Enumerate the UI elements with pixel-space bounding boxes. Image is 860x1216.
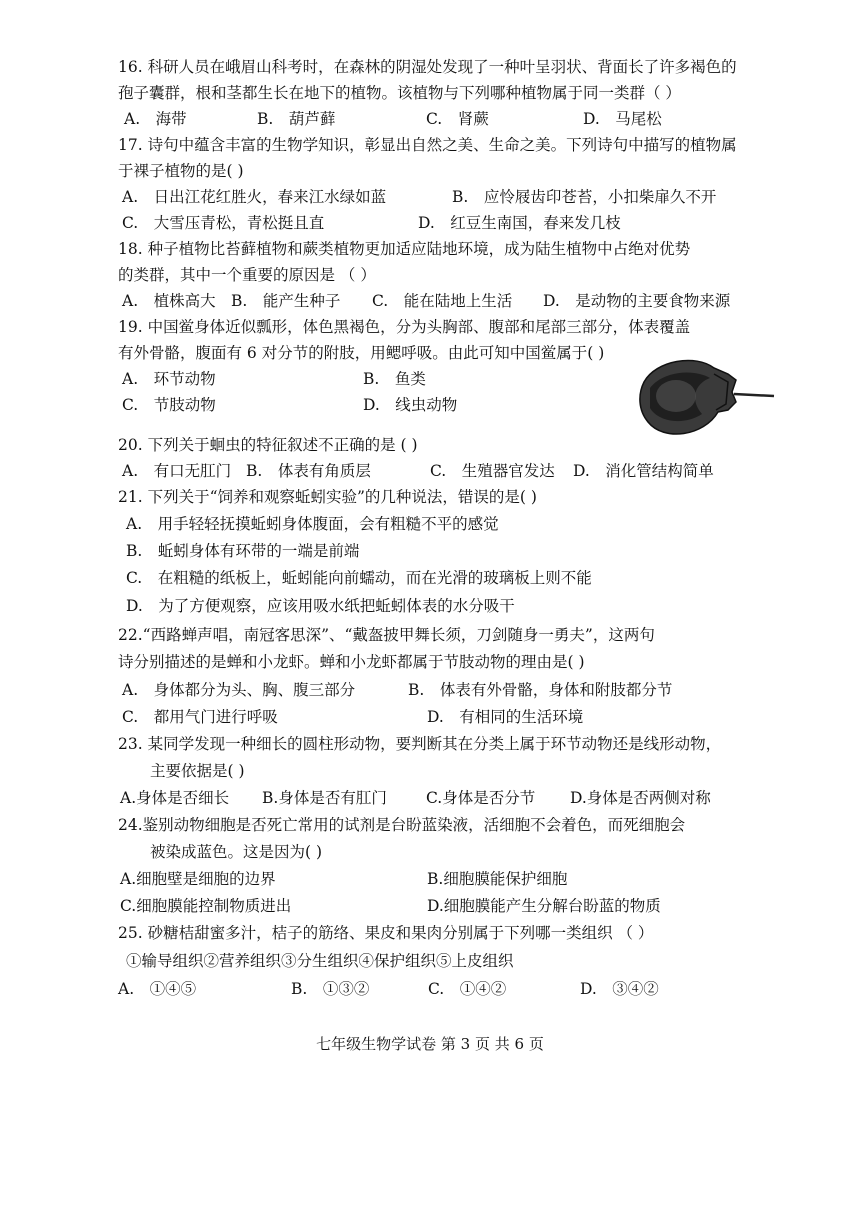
question-19-option-a: A. 环节动物 [122, 370, 216, 388]
question-21-option-c: C. 在粗糙的纸板上，蚯蚓能向前蠕动，而在光滑的玻璃板上则不能 [126, 569, 592, 587]
question-23-option-c: C.身体是否分节 [426, 789, 536, 807]
question-16-option-c: C. 肾蕨 [426, 110, 489, 128]
question-18-stem-line-1: 18. 种子植物比苔藓植物和蕨类植物更加适应陆地环境，成为陆生植物中占绝对优势 [118, 240, 691, 258]
question-18-option-a: A. 植株高大 [122, 292, 216, 310]
question-16-option-d: D. 马尾松 [583, 110, 662, 128]
question-16-stem-line-1: 16. 科研人员在峨眉山科考时，在森林的阴湿处发现了一种叶呈羽状、背面长了许多褐色的 [118, 58, 737, 76]
question-24-stem-line-1: 24.鉴别动物细胞是否死亡常用的试剂是台盼蓝染液，活细胞不会着色，而死细胞会 [118, 816, 686, 834]
question-17-stem-line-2: 于裸子植物的是( ) [118, 162, 244, 180]
question-16-stem-line-2: 孢子囊群，根和茎都生长在地下的植物。该植物与下列哪种植物属于同一类群（ ） [118, 84, 681, 102]
question-25-option-a: A. ①④⑤ [118, 980, 197, 998]
question-25-stem-line-1: 25. 砂糖桔甜蜜多汁，桔子的筋络、果皮和果肉分别属于下列哪一类组织 （ ） [118, 924, 654, 942]
question-24-option-c: C.细胞膜能控制物质进出 [120, 897, 292, 915]
question-16-option-a: A. 海带 [124, 110, 187, 128]
question-24-option-d: D.细胞膜能产生分解台盼蓝的物质 [427, 897, 661, 915]
question-18-option-b: B. 能产生种子 [231, 292, 341, 310]
question-17-option-c: C. 大雪压青松，青松挺且直 [122, 214, 325, 232]
question-21-option-d: D. 为了方便观察，应该用吸水纸把蚯蚓体表的水分吸干 [126, 597, 515, 615]
question-22-option-a: A. 身体都分为头、胸、腹三部分 [122, 681, 356, 699]
question-23-stem-line-1: 23. 某同学发现一种细长的圆柱形动物，要判断其在分类上属于环节动物还是线形动物， [118, 735, 722, 753]
question-24-option-b: B.细胞膜能保护细胞 [427, 870, 568, 888]
question-19-stem-line-2: 有外骨骼，腹面有 6 对分节的附肢，用鳃呼吸。由此可知中国鲎属于( ) [118, 344, 605, 362]
question-19-option-d: D. 线虫动物 [363, 396, 458, 414]
question-23-option-b: B.身体是否有肛门 [262, 789, 387, 807]
question-16-option-b: B. 葫芦藓 [257, 110, 336, 128]
question-22-option-c: C. 都用气门进行呼吸 [122, 708, 278, 726]
question-24-stem-line-2: 被染成蓝色。这是因为( ) [150, 843, 323, 861]
question-22-stem-line-2: 诗分别描述的是蝉和小龙虾。蝉和小龙虾都属于节肢动物的理由是( ) [118, 653, 585, 671]
question-19-stem-line-1: 19. 中国鲎身体近似瓢形，体色黑褐色，分为头胸部、腹部和尾部三部分，体表覆盖 [118, 318, 691, 336]
question-23-stem-line-2: 主要依据是( ) [150, 762, 245, 780]
question-23-option-d: D.身体是否两侧对称 [570, 789, 711, 807]
question-25-option-b: B. ①③② [291, 980, 370, 998]
question-21-stem: 21. 下列关于“饲养和观察蚯蚓实验”的几种说法，错误的是( ) [118, 488, 537, 506]
question-18-option-d: D. 是动物的主要食物来源 [543, 292, 731, 310]
page-footer: 七年级生物学试卷 第 3 页 共 6 页 [316, 1035, 544, 1053]
question-22-stem-line-1: 22.“西路蝉声唱，南冠客思深”、“戴盔披甲舞长须，刀剑随身一勇夫”，这两句 [118, 626, 655, 644]
question-18-option-c: C. 能在陆地上生活 [372, 292, 513, 310]
question-25-option-d: D. ③④② [580, 980, 659, 998]
question-17-option-a: A. 日出江花红胜火，春来江水绿如蓝 [122, 188, 387, 206]
question-23-option-a: A.身体是否细长 [120, 789, 230, 807]
question-20-stem: 20. 下列关于蛔虫的特征叙述不正确的是 ( ) [118, 436, 418, 454]
question-19-option-b: B. 鱼类 [363, 370, 426, 388]
question-21-option-a: A. 用手轻轻抚摸蚯蚓身体腹面，会有粗糙不平的感觉 [126, 515, 499, 533]
question-17-option-b: B. 应怜屐齿印苍苔，小扣柴扉久不开 [452, 188, 717, 206]
question-25-option-c: C. ①④② [428, 980, 507, 998]
question-20-option-c: C. 生殖器官发达 [430, 462, 555, 480]
question-24-option-a: A.细胞壁是细胞的边界 [120, 870, 276, 888]
question-17-option-d: D. 红豆生南国，春来发几枝 [418, 214, 621, 232]
question-20-option-b: B. 体表有角质层 [246, 462, 371, 480]
question-21-option-b: B. 蚯蚓身体有环带的一端是前端 [126, 542, 360, 560]
question-25-stem-line-2: ①输导组织②营养组织③分生组织④保护组织⑤上皮组织 [126, 952, 514, 970]
horseshoe-crab-image [636, 352, 776, 444]
question-20-option-d: D. 消化管结构简单 [573, 462, 714, 480]
question-19-option-c: C. 节肢动物 [122, 396, 216, 414]
question-22-option-b: B. 体表有外骨骼，身体和附肢都分节 [408, 681, 673, 699]
question-22-option-d: D. 有相同的生活环境 [427, 708, 584, 726]
question-17-stem-line-1: 17. 诗句中蕴含丰富的生物学知识，彰显出自然之美、生命之美。下列诗句中描写的植物属 [118, 136, 737, 154]
question-20-option-a: A. 有口无肛门 [122, 462, 232, 480]
question-18-stem-line-2: 的类群，其中一个重要的原因是 （ ） [118, 266, 376, 284]
